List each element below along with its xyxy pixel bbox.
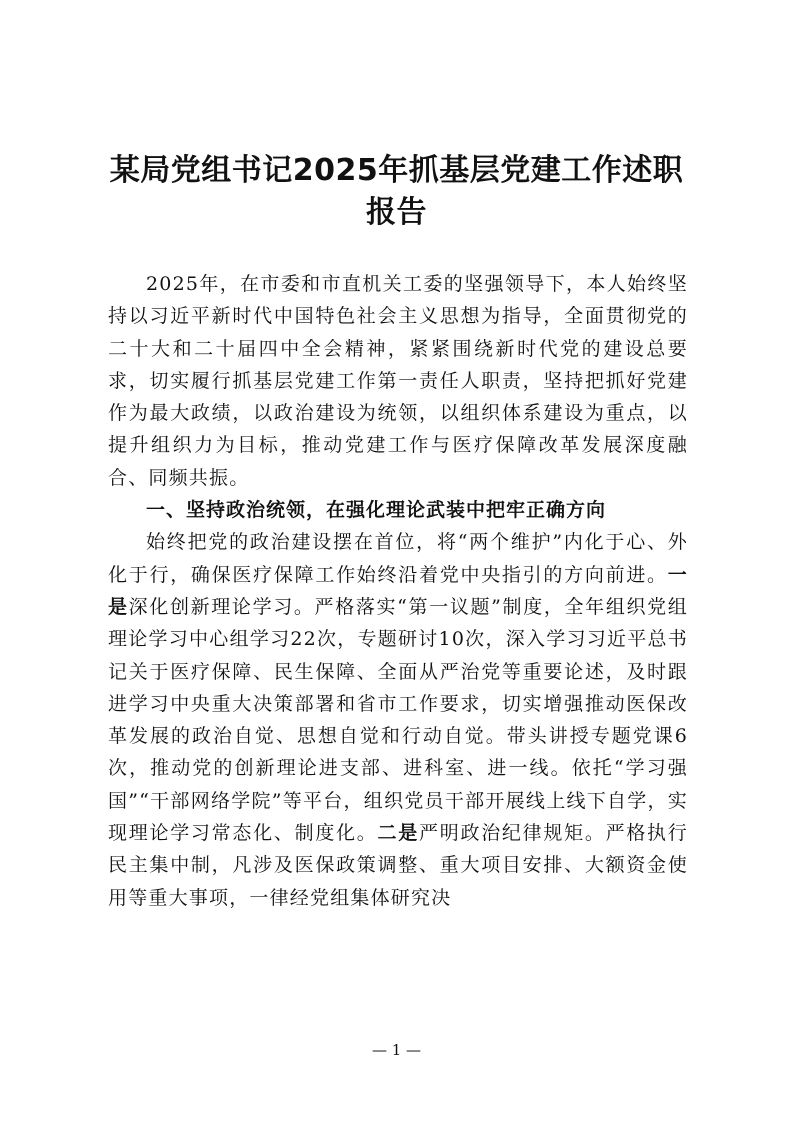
section-paragraph xyxy=(108,526,688,914)
lead-marker-one: 一是 xyxy=(108,563,688,618)
section-text-a: 始终把党的政治建设摆在首位，将“两个维护”内化于心、外化于行，确保医疗保障工作始终沿着党中央指引的方向前进。 xyxy=(108,531,688,586)
section-text-b: 深化创新理论学习。严格落实“第一议题”制度，全年组织党组理论学习中心组学习22次，专题研讨10次，深入学习习近平总书记关于医疗保障、民生保障、全面从严治党等重要论述，及时跟进学习中央重大决策部署和省市工作要求，切实增强推动医保改革发展的政治自觉、思想自觉和行动自觉。带头讲授专题党课6次，推动党的创新理论进支部、进科室、进一线。依托“学习强国”“干部网络学院”等平台，组织党员干部开展线上线下自学，实现理论学习常态化、制度化。 xyxy=(108,595,688,845)
page-number: — 1 — xyxy=(371,1041,422,1059)
section-text-c: 严明政治纪律规矩。严格执行民主集中制，凡涉及医保政策调整、重大项目安排、大额资金使用等重大事项，一律经党组集体研究决 xyxy=(108,822,688,909)
lead-marker-two: 二是 xyxy=(377,822,419,845)
document-body xyxy=(108,268,688,914)
section-heading: 一、坚持政治统领，在强化理论武装中把牢正确方向 xyxy=(146,499,607,522)
document-title: 某局党组书记2025年抓基层党建工作述职报告 xyxy=(109,153,684,230)
intro-paragraph: 2025年，在市委和市直机关工委的坚强领导下，本人始终坚持以习近平新时代中国特色社会主义思想为指导，全面贯彻党的二十大和二十届四中全会精神，紧紧围绕新时代党的建设总要求，切实履行抓基层党建工作第一责任人职责，坚持把抓好党建作为最大政绩，以政治建设为统领，以组织体系建设为重点，以提升组织力为目标，推动党建工作与医疗保障改革发展深度融合、同频共振。 xyxy=(108,273,688,489)
